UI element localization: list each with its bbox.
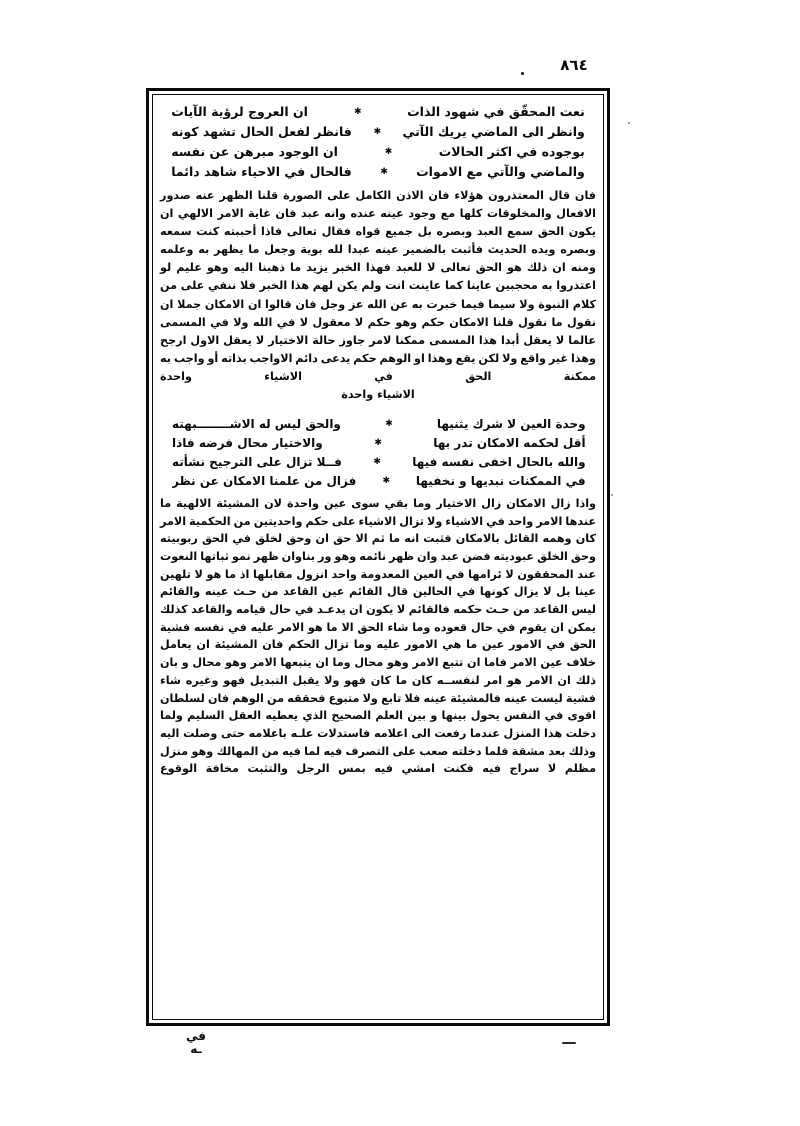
hemistich-first: فانظر لفعل الحال تشهد كونه [171,123,352,139]
hemistich-first: فزال من علمنا الامكان عن نظر [172,474,357,489]
hemistich-second: بوجوده في اكثر الحالات [438,143,585,159]
text-block [158,98,598,1016]
verse-line [171,122,585,142]
prose-paragraph-lower: واذا زال الامكان زال الاختيار وما بقي سوى عين واحدة لان المشيئة الالهية ما عندها الامر واحد في الاشياء ولا تزال الاشياء على حكم واحديتين من الحكمية الامر كان وهمه القائل بالامكان فثبت انه ما ثم الا حق ان وحق لخلق في الحق ربوبيته وحق الخلق عبوديته فضن عبد وان ظهر نائمه وهو ور بناوان ظهر نمو ثباتها النعوت عند المحققون لا ئرامها في العين المعدومة واحد انزول مقابلها اذ ما هو لا تلهين عينا بل لا يزال كونها في الحالين قال القائم عين القاعد من حـث عينه والقائم ليس القاعد من حـث حكمه فالقائم لا يكون ان يدعـد في حال قيامه والقاعد كذلك يمكن ان يقوم في حال قعوده وما شاء الحق الا ما هو الامر عليه في نفسه فشية الحق في الامور عين ما هي الامور عليه وما تزال الحكم فان المشيئة ان يعامل خلاف عين الامر فاما ان تتبع الامر وهو محال وما ان يتبعها الامر وهو محال و بان ذلك ان الامر هو امر لنفســه كان ما كان فهو ولا يقبل التبديل فهو وغيره شاء فشية ليست عينه فالمشيئة عينه فلا تابع ولا متبوع فحققه من الوهم فان لسلطان اقوى في النفس يحول بينها و بين العلم الصحيح الذي يعطيه العقل السليم ولما دخلت هذا المنزل عندما رفعت الى اعلامه فاستدلات علـه باعلامه حتى وصلت اليه وذلك بعد مشقة فلما دخلته صعب على التصرف فيه لما فيه من المهالك وهو منزل مظلم لا سراج فيه فكنت امشي فيه بمس الرجل والتثبت مخافة الوقوع [160,496,596,776]
hemistich-first: فــلا تزال على الترجيح نشأته [172,455,342,470]
folio-number: ٤٦٨ [560,56,588,74]
catchword-line-2: ـه [190,1041,202,1056]
hemistich-first: ان العروج لرؤية الآيات [171,104,308,119]
hemistich-first: فالحال في الاحياء شاهد دائما [171,163,352,179]
middle-verse-block [158,409,598,493]
hemistich-first: ان الوجود مبرهن عن نفسه [171,143,338,159]
hemistich-second: والماضي والآتي مع الاموات [416,163,585,179]
verse-separator-asterisk: ✱ [385,419,393,430]
catchword-line-1: في [186,1029,206,1043]
verse-line [172,472,586,491]
top-verse-block [161,98,595,182]
bottom-dash-mark [562,1042,576,1044]
verse-separator-asterisk: ✱ [382,476,390,487]
verse-separator-asterisk: ✱ [353,107,362,117]
text-frame-border [146,88,610,1026]
verse-line [172,415,586,434]
folio-number-dot [521,72,524,75]
verse-line [171,162,585,182]
verse-separator-asterisk: ✱ [373,457,381,468]
catchword [186,1030,206,1055]
verse-line [172,453,586,472]
hemistich-first: والحق ليس له الاشــــــــبهته [172,417,341,432]
prose-upper-tail-line: الاشياء واحدة [341,388,415,402]
hemistich-second: والله بالحال اخفى نفسه فيها [412,455,586,470]
verse-separator-asterisk: ✱ [374,438,382,449]
hemistich-first: والاختيار محال فرضه فاذا [172,436,323,451]
hemistich-second: وانظر الى الماضي يريك الآتي [402,123,585,139]
hemistich-second: أقل لحكمه الامكان تدر بها [433,436,586,451]
verse-line [171,102,585,122]
hemistich-second: نعت المحقّق في شهود الذات [407,104,585,119]
scan-speckle [611,494,613,496]
verse-separator-asterisk: ✱ [380,166,388,177]
hemistich-second: في الممكنات نبديها و نخفيها [415,474,586,489]
prose-paragraph-upper: فان قال المعتذرون هؤلاء فان الاذن الكامل على الصورة قلنا الظهر عنه صدور الافعال والمخلوقات كلها مع وجود عينه عنده وانه عبد فان غاية الامر الالهي ان يكون الحق سمع العبد وبصره بل جميع قواه فقال تعالى فاذا أحببته كنت سمعه وبصره ويده الحديث فأثبت بالضمير عينه عبدا لله بوية وجعل ما يظهر به وعلمه ومنه ان ذلك هو الحق تعالى لا للعبد فهذا الخبر يزيد ما ذهبنا اليه وهو عليم لو اعتذروا به محجبين عاينا كما عاينت انت ولم يكن لهم هذا الخبر فلا ننفي على من كلام النبوة ولا سيما فيما خبرت به عن الله عز وجل فان قالوا ان الامكان جملا ان نقول ما نقول قلنا الامكان حكم وهو حكم لا معقول لا في الله ولا في المسمى عالما لا يعقل أبدا هذا المسمى ممكنا لامر جاوز حالة الاختيار لا يعقل الاول ارجح وهذا غير واقع ولا لكن يقع وهذا او الوهم حكم يدعى دائم الاواجب بذاته أو واجب به ممكنة الحق في الاشياء واحدة [160,188,596,384]
hemistich-second: وحدة العين لا شرك يثنيها [436,417,586,432]
verse-line [171,142,585,162]
verse-line [172,434,586,453]
verse-separator-asterisk: ✱ [373,126,381,137]
verse-separator-asterisk: ✱ [384,146,392,157]
scan-speckle [628,122,630,124]
